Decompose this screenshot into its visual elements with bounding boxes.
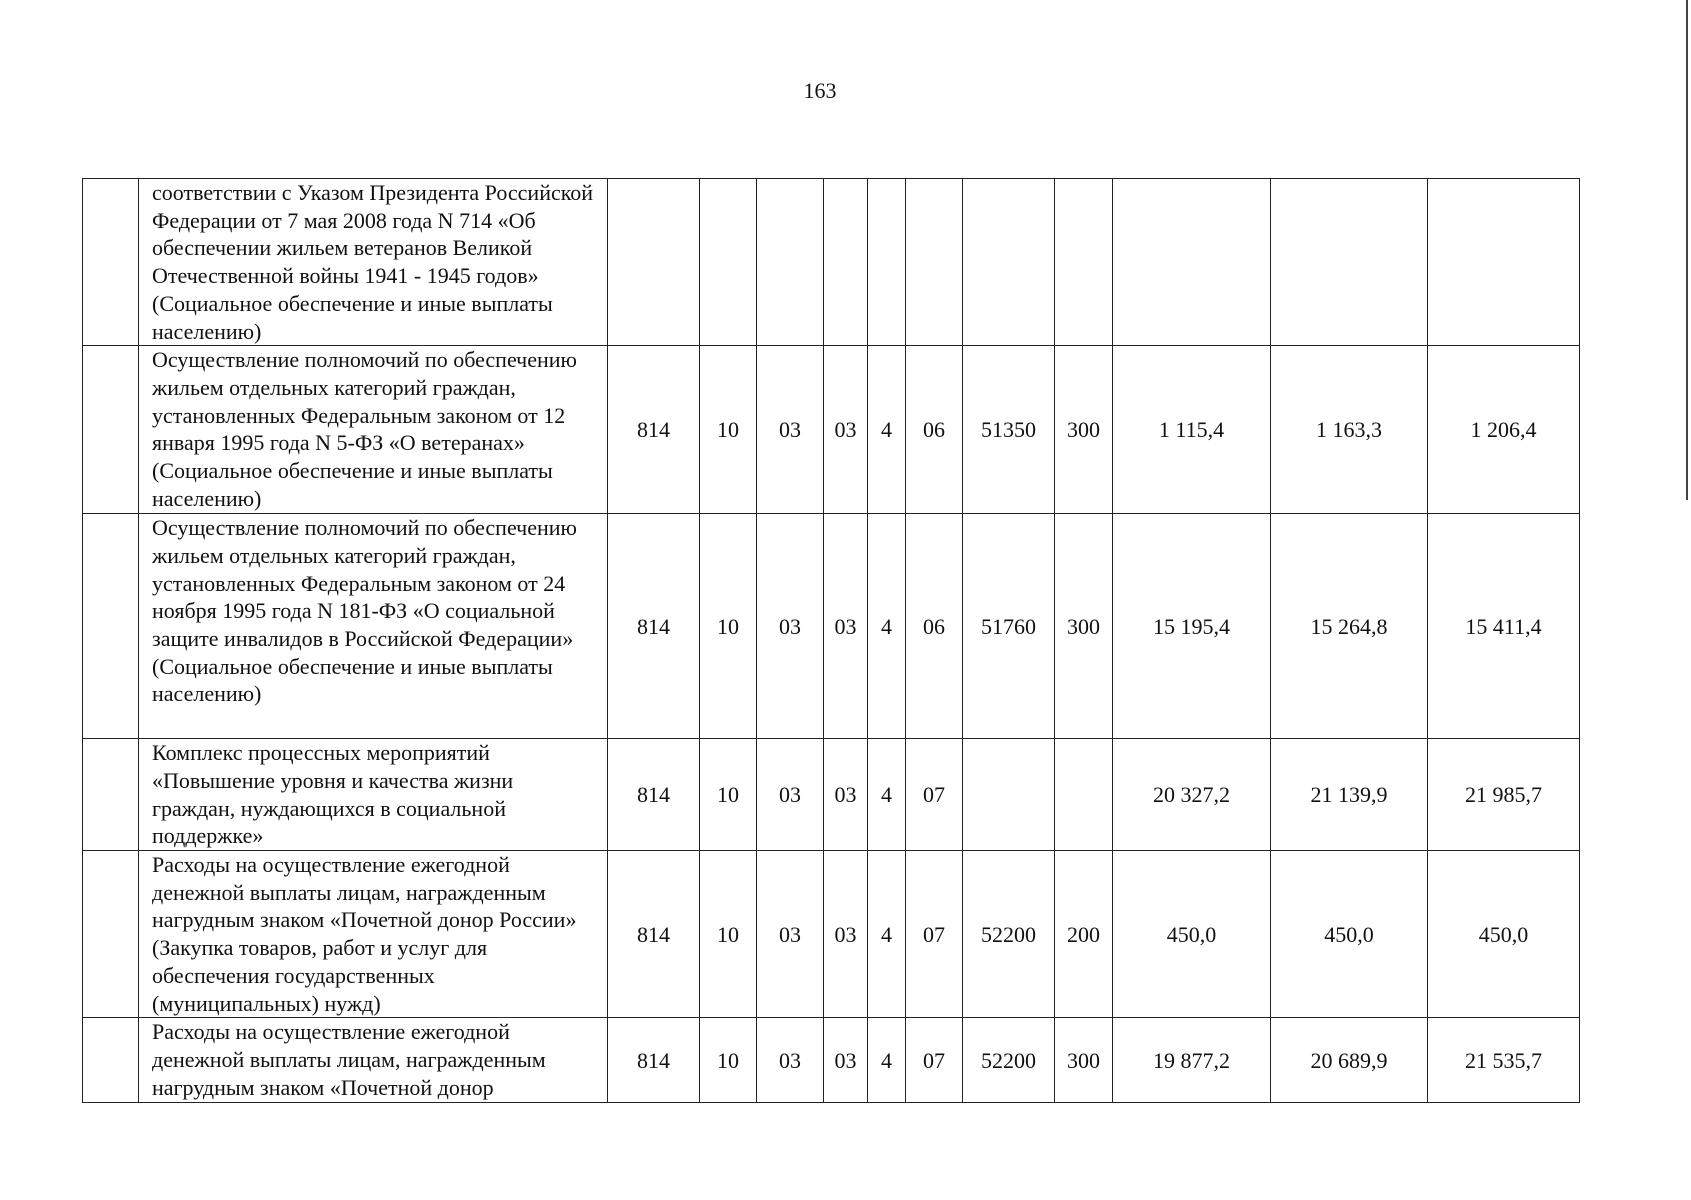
direction-cell: 51760	[963, 514, 1055, 739]
razdel-cell: 10	[700, 739, 757, 851]
type-cell: 4	[868, 514, 906, 739]
razdel-cell	[700, 179, 757, 346]
program-cell: 03	[824, 739, 868, 851]
podrazdel-cell	[757, 179, 824, 346]
table-row	[83, 1018, 1580, 1103]
direction-cell	[963, 179, 1055, 346]
description-cell: Расходы на осуществление ежегодной денежной выплаты лицам, награжденным нагрудным знаком «Почетной донор России» (Закупка товаров, работ и услуг для обеспечения государственных (муниципальных) нужд)	[139, 851, 608, 1018]
structure-cell: 06	[906, 514, 963, 739]
sum-year2-cell: 450,0	[1271, 851, 1428, 1018]
razdel-cell: 10	[700, 514, 757, 739]
expense-type-cell	[1055, 739, 1113, 851]
program-cell: 03	[824, 514, 868, 739]
glava-cell: 814	[608, 514, 700, 739]
table-row	[83, 179, 1580, 346]
table-row	[83, 851, 1580, 1018]
budget-table	[82, 178, 1580, 1103]
razdel-cell: 10	[700, 1018, 757, 1103]
podrazdel-cell: 03	[757, 514, 824, 739]
row-number-cell	[83, 1018, 139, 1103]
glava-cell: 814	[608, 1018, 700, 1103]
sum-year3-cell	[1428, 179, 1580, 346]
description-cell: Расходы на осуществление ежегодной денежной выплаты лицам, награжденным нагрудным знаком «Почетной донор	[139, 1018, 608, 1103]
sum-year1-cell: 19 877,2	[1113, 1018, 1271, 1103]
expense-type-cell: 300	[1055, 514, 1113, 739]
description-cell: Осуществление полномочий по обеспечению жильем отдельных категорий граждан, установленных Федеральным законом от 24 ноября 1995 года N 181-ФЗ «О социальной защите инвалидов в Российской Федерации» (Социальное обеспечение и иные выплаты населению)	[139, 514, 608, 739]
program-cell: 03	[824, 851, 868, 1018]
type-cell: 4	[868, 739, 906, 851]
sum-year2-cell: 20 689,9	[1271, 1018, 1428, 1103]
glava-cell: 814	[608, 346, 700, 514]
sum-year3-cell: 15 411,4	[1428, 514, 1580, 739]
sum-year2-cell: 15 264,8	[1271, 514, 1428, 739]
row-number-cell	[83, 514, 139, 739]
program-cell: 03	[824, 1018, 868, 1103]
type-cell: 4	[868, 851, 906, 1018]
expense-type-cell	[1055, 179, 1113, 346]
sum-year1-cell: 15 195,4	[1113, 514, 1271, 739]
structure-cell: 07	[906, 1018, 963, 1103]
row-number-cell	[83, 179, 139, 346]
expense-type-cell: 300	[1055, 346, 1113, 514]
sum-year1-cell: 1 115,4	[1113, 346, 1271, 514]
structure-cell: 07	[906, 739, 963, 851]
expense-type-cell: 300	[1055, 1018, 1113, 1103]
razdel-cell: 10	[700, 851, 757, 1018]
program-cell	[824, 179, 868, 346]
sum-year3-cell: 450,0	[1428, 851, 1580, 1018]
sum-year2-cell: 1 163,3	[1271, 346, 1428, 514]
sum-year1-cell	[1113, 179, 1271, 346]
direction-cell: 52200	[963, 1018, 1055, 1103]
podrazdel-cell: 03	[757, 346, 824, 514]
description-cell: Комплекс процессных мероприятий «Повышение уровня и качества жизни граждан, нуждающихся в социальной поддержке»	[139, 739, 608, 851]
direction-cell: 51350	[963, 346, 1055, 514]
type-cell	[868, 179, 906, 346]
podrazdel-cell: 03	[757, 851, 824, 1018]
glava-cell: 814	[608, 851, 700, 1018]
sum-year3-cell: 21 535,7	[1428, 1018, 1580, 1103]
sum-year1-cell: 450,0	[1113, 851, 1271, 1018]
structure-cell: 07	[906, 851, 963, 1018]
table-row	[83, 739, 1580, 851]
description-cell: соответствии с Указом Президента Российской Федерации от 7 мая 2008 года N 714 «Об обеспечении жильем ветеранов Великой Отечественной войны 1941 - 1945 годов» (Социальное обеспечение и иные выплаты населению)	[139, 179, 608, 346]
razdel-cell: 10	[700, 346, 757, 514]
type-cell: 4	[868, 346, 906, 514]
sum-year3-cell: 1 206,4	[1428, 346, 1580, 514]
type-cell: 4	[868, 1018, 906, 1103]
row-number-cell	[83, 739, 139, 851]
structure-cell	[906, 179, 963, 346]
structure-cell: 06	[906, 346, 963, 514]
glava-cell	[608, 179, 700, 346]
sum-year1-cell: 20 327,2	[1113, 739, 1271, 851]
expense-type-cell: 200	[1055, 851, 1113, 1018]
row-number-cell	[83, 346, 139, 514]
row-number-cell	[83, 851, 139, 1018]
scan-edge-line	[1686, 0, 1688, 500]
table-row	[83, 346, 1580, 514]
direction-cell: 52200	[963, 851, 1055, 1018]
podrazdel-cell: 03	[757, 739, 824, 851]
page-number: 163	[803, 78, 837, 103]
description-cell: Осуществление полномочий по обеспечению жильем отдельных категорий граждан, установленных Федеральным законом от 12 января 1995 года N 5-ФЗ «О ветеранах» (Социальное обеспечение и иные выплаты населению)	[139, 346, 608, 514]
sum-year2-cell: 21 139,9	[1271, 739, 1428, 851]
sum-year2-cell	[1271, 179, 1428, 346]
direction-cell	[963, 739, 1055, 851]
podrazdel-cell: 03	[757, 1018, 824, 1103]
glava-cell: 814	[608, 739, 700, 851]
table-row	[83, 514, 1580, 739]
program-cell: 03	[824, 346, 868, 514]
sum-year3-cell: 21 985,7	[1428, 739, 1580, 851]
